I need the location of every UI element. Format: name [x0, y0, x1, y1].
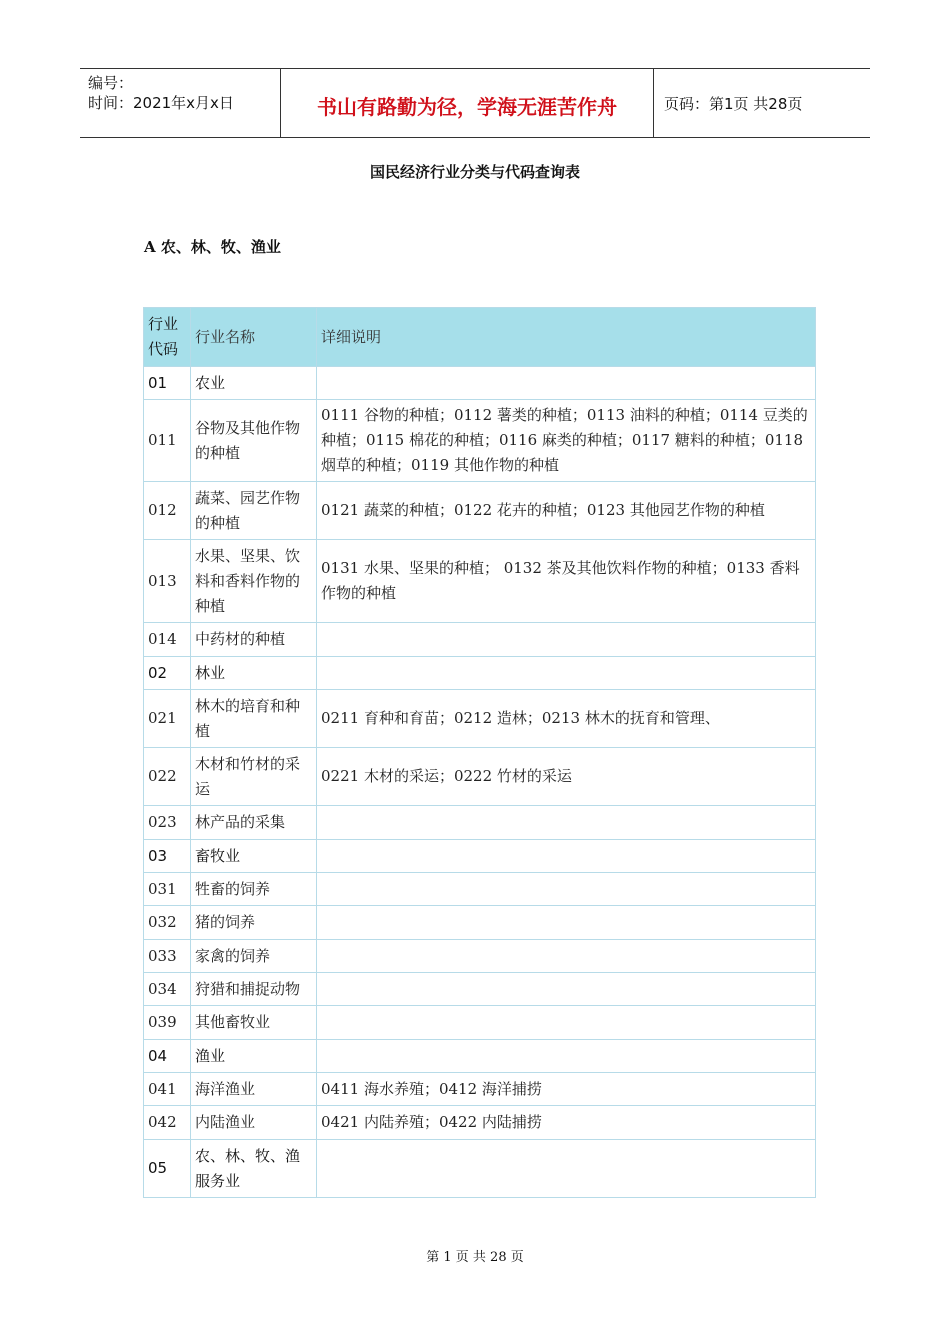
cell-name: 林木的培育和种植 — [191, 690, 317, 748]
category-row — [144, 367, 816, 400]
cell-code: 011 — [144, 400, 191, 482]
cell-detail — [317, 1140, 816, 1198]
cell-code: 03 — [144, 840, 191, 873]
section-heading: A 农、林、牧、渔业 — [144, 238, 281, 256]
cell-detail: 0411 海水养殖；0412 海洋捕捞 — [317, 1073, 816, 1106]
table-row — [144, 940, 816, 973]
industry-code-table — [143, 307, 816, 1198]
cell-name: 谷物及其他作物的种植 — [191, 400, 317, 482]
cell-detail — [317, 806, 816, 840]
cell-code: 021 — [144, 690, 191, 748]
cell-name: 内陆渔业 — [191, 1106, 317, 1140]
category-row — [144, 840, 816, 873]
cell-detail: 0421 内陆养殖；0422 内陆捕捞 — [317, 1106, 816, 1140]
cell-detail — [317, 623, 816, 657]
cell-detail: 0221 木材的采运；0222 竹材的采运 — [317, 748, 816, 806]
time-label: 时间：2021年x月x日 — [88, 94, 234, 112]
cell-name: 林产品的采集 — [191, 806, 317, 840]
cell-detail — [317, 906, 816, 940]
cell-code: 041 — [144, 1073, 191, 1106]
table-body — [144, 367, 816, 1198]
cell-detail — [317, 367, 816, 400]
cell-code: 05 — [144, 1140, 191, 1198]
cell-detail — [317, 1006, 816, 1040]
table-row — [144, 482, 816, 540]
cell-code: 02 — [144, 657, 191, 690]
cell-name: 牲畜的饲养 — [191, 873, 317, 906]
category-row — [144, 1140, 816, 1198]
page-header — [80, 68, 870, 138]
cell-name: 家禽的饲养 — [191, 940, 317, 973]
cell-code: 034 — [144, 973, 191, 1006]
cell-detail — [317, 973, 816, 1006]
header-detail: 详细说明 — [317, 308, 816, 367]
cell-detail — [317, 873, 816, 906]
cell-code: 039 — [144, 1006, 191, 1040]
cell-name: 海洋渔业 — [191, 1073, 317, 1106]
cell-name: 林业 — [191, 657, 317, 690]
cell-name: 猪的饲养 — [191, 906, 317, 940]
cell-name: 木材和竹材的采运 — [191, 748, 317, 806]
cell-name: 农业 — [191, 367, 317, 400]
cell-detail — [317, 657, 816, 690]
header-code: 行业代码 — [144, 308, 191, 367]
cell-detail: 0131 水果、坚果的种植； 0132 茶及其他饮料作物的种植；0133 香料作物的种植 — [317, 540, 816, 623]
header-meta — [80, 69, 281, 137]
cell-code: 042 — [144, 1106, 191, 1140]
header-name: 行业名称 — [191, 308, 317, 367]
cell-code: 04 — [144, 1040, 191, 1073]
cell-detail: 0111 谷物的种植；0112 薯类的种植；0113 油料的种植；0114 豆类的种植；0115 棉花的种植；0116 麻类的种植；0117 糖料的种植；0118 烟草的种植；0119 其他作物的种植 — [317, 400, 816, 482]
cell-name: 农、林、牧、渔服务业 — [191, 1140, 317, 1198]
cell-code: 012 — [144, 482, 191, 540]
cell-code: 023 — [144, 806, 191, 840]
table-row — [144, 540, 816, 623]
table-row — [144, 1073, 816, 1106]
document-title: 国民经济行业分类与代码查询表 — [369, 163, 580, 181]
table-row — [144, 806, 816, 840]
cell-detail: 0121 蔬菜的种植；0122 花卉的种植；0123 其他园艺作物的种植 — [317, 482, 816, 540]
category-row — [144, 657, 816, 690]
table-row — [144, 690, 816, 748]
page-footer: 第 1 页 共 28 页 — [426, 1250, 524, 1265]
cell-name: 蔬菜、园艺作物的种植 — [191, 482, 317, 540]
number-label: 编号： — [88, 74, 134, 92]
cell-name: 水果、坚果、饮料和香料作物的种植 — [191, 540, 317, 623]
cell-name: 其他畜牧业 — [191, 1006, 317, 1040]
cell-code: 01 — [144, 367, 191, 400]
header-page-info: 页码：第1页 共28页 — [664, 94, 803, 113]
category-row — [144, 1040, 816, 1073]
cell-name: 渔业 — [191, 1040, 317, 1073]
table-row — [144, 906, 816, 940]
cell-code: 014 — [144, 623, 191, 657]
header-motto: 书山有路勤为径，学海无涯苦作舟 — [281, 69, 654, 137]
table-row — [144, 873, 816, 906]
cell-detail — [317, 840, 816, 873]
cell-name: 狩猎和捕捉动物 — [191, 973, 317, 1006]
cell-code: 033 — [144, 940, 191, 973]
cell-code: 013 — [144, 540, 191, 623]
table-row — [144, 1006, 816, 1040]
table-row — [144, 623, 816, 657]
cell-detail — [317, 1040, 816, 1073]
table-row — [144, 748, 816, 806]
table-row — [144, 400, 816, 482]
cell-code: 022 — [144, 748, 191, 806]
cell-code: 032 — [144, 906, 191, 940]
table-row — [144, 973, 816, 1006]
table-row — [144, 1106, 816, 1140]
table-header-row — [144, 308, 816, 367]
cell-detail: 0211 育种和育苗；0212 造林；0213 林木的抚育和管理、 — [317, 690, 816, 748]
cell-name: 畜牧业 — [191, 840, 317, 873]
cell-code: 031 — [144, 873, 191, 906]
cell-detail — [317, 940, 816, 973]
cell-name: 中药材的种植 — [191, 623, 317, 657]
